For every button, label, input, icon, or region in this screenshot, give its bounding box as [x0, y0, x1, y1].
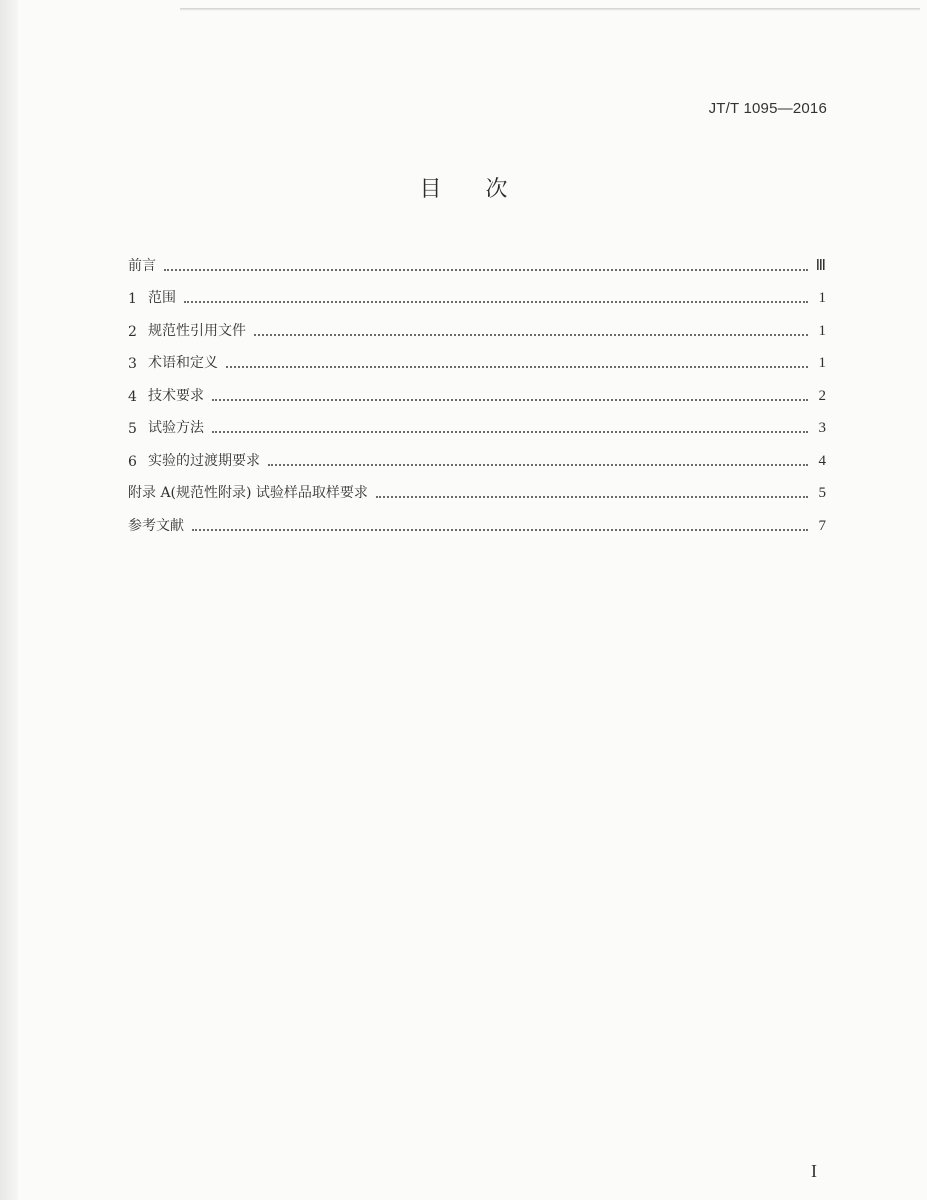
toc-list: [128, 242, 826, 535]
toc-entry-preface: [128, 242, 826, 275]
scan-edge-top: [180, 8, 920, 11]
toc-entry-page: 5: [818, 485, 826, 501]
toc-entry-normative-references: [128, 307, 826, 340]
toc-entry-page: 1: [818, 355, 826, 371]
toc-entry-page: 2: [818, 387, 826, 404]
toc-entry-label: 实验的过渡期要求: [148, 452, 260, 469]
toc-entry-appendix-a: [128, 470, 826, 503]
toc-entry-test-methods: [128, 405, 826, 438]
toc-title: 目次: [419, 177, 552, 202]
toc-entry-page: 1: [818, 322, 826, 339]
toc-entry-page: Ⅲ: [815, 257, 826, 274]
toc-entry-label: 术语和定义: [148, 355, 218, 371]
toc-leader-dots: [192, 529, 808, 531]
toc-entry-terms-definitions: [128, 340, 826, 373]
toc-entry-number: 6: [128, 453, 137, 470]
toc-entry-page: 4: [818, 452, 826, 469]
toc-entry-number: 3: [128, 356, 137, 372]
toc-leader-dots: [376, 496, 808, 498]
toc-entry-bibliography: [128, 502, 826, 535]
toc-leader-dots: [226, 366, 808, 368]
toc-entry-page: 3: [818, 420, 826, 436]
toc-entry-label: 规范性引用文件: [148, 322, 246, 339]
toc-entry-number: 5: [128, 421, 137, 437]
document-code: JT/T 1095—2016: [708, 100, 827, 117]
toc-entry-page: 1: [818, 290, 826, 306]
toc-entry-label: 范围: [148, 290, 176, 306]
toc-entry-label: 试验方法: [148, 420, 204, 436]
toc-leader-dots: [212, 399, 808, 401]
toc-entry-number: 4: [128, 388, 137, 405]
toc-entry-label: 参考文献: [128, 517, 184, 534]
toc-entry-scope: [128, 275, 826, 308]
page-number: I: [811, 1161, 817, 1181]
toc-entry-label: 附录 A(规范性附录) 试验样品取样要求: [128, 485, 368, 501]
toc-entry-label: 技术要求: [148, 387, 204, 404]
toc-leader-dots: [212, 431, 808, 433]
toc-entry-transition-requirements: [128, 437, 826, 470]
toc-entry-label: 前言: [128, 257, 156, 274]
toc-entry-number: 2: [128, 323, 137, 340]
toc-leader-dots: [268, 464, 808, 466]
toc-entry-number: 1: [128, 291, 137, 307]
toc-entry-page: 7: [818, 517, 826, 534]
toc-leader-dots: [164, 269, 808, 271]
toc-entry-technical-requirements: [128, 372, 826, 405]
toc-leader-dots: [184, 301, 808, 303]
toc-leader-dots: [254, 334, 808, 336]
